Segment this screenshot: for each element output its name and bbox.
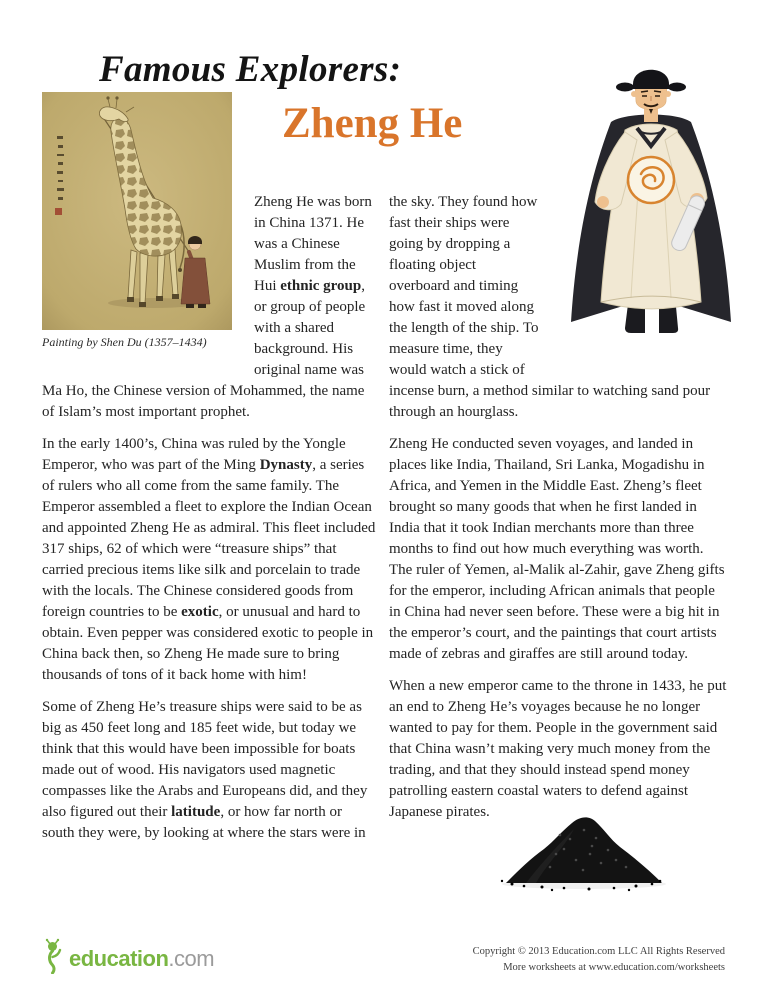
paragraph-1: Zheng He was born in China 1371. He was a Chinese Muslim from the Hui ethnic group, or group of people with a shared background. His original name was Ma Ho, the Chinese version of Mohammed, the name of Islam’s most important prophet. xyxy=(42,194,372,420)
education-logo xyxy=(40,938,214,974)
paragraph-3: Some of Zheng He’s treasure ships were said to be as big as 450 feet long and 185 feet wide, but today we think that this would have been impossible for boats made out of wood. His navigators used magnetic compasses like the Arabs and Europeans did, and they also figured out their latitude, or how far north or south they were, by looking at where the stars were in xyxy=(42,699,368,841)
paragraph-4: the sky. They found how fast their ships were going by dropping a floating object overboard and timing how fast it moved along the length of the ship. To measure time, they would watch a stick of incense burn, a method similar to watching sand pour through an hourglass. xyxy=(389,194,711,420)
pepper-pile-image xyxy=(494,794,674,892)
left-text-column xyxy=(42,192,378,855)
page-subtitle: Zheng He xyxy=(282,100,463,147)
text-wrap-spacer xyxy=(42,192,254,372)
copyright-line-2: More worksheets at www.education.com/worksheets xyxy=(503,962,725,973)
logo-suffix: .com xyxy=(168,946,215,971)
pepper-pile-figure xyxy=(494,794,674,892)
right-text-column xyxy=(389,192,727,834)
logo-word: education xyxy=(69,946,169,971)
text-wrap-spacer xyxy=(539,192,727,372)
paragraph-6: When a new emperor came to the throne in 1433, he put an end to Zheng He’s voyages because he no longer wanted to pay for them. People in the government said that China wasn’t making very much money from the trading, and that they should instead spend money patrolling eastern coastal waters to defend against Japanese pirates. xyxy=(389,678,727,820)
giraffe-caption: Painting by Shen Du (1357–1434) xyxy=(42,335,207,349)
paragraph-5: Zheng He conducted seven voyages, and landed in places like India, Thailand, Sri Lanka, Mogadishu in Africa, and Yemen in the Middle East. Zheng’s fleet brought so many goods that when he first landed in India that it took Indian merchants more than three months to find out how much everything was worth. The ruler of Yemen, al-Malik al-Zahir, gave Zheng gifts for the emperor, including African animals that people in China had never seen before. These were a big hit in the emperor’s court, and the paintings that court artists made of zebras and giraffes are still around today. xyxy=(389,436,725,662)
education-logo-icon xyxy=(40,938,66,974)
copyright-line-1: Copyright © 2013 Education.com LLC All Rights Reserved xyxy=(472,946,725,957)
paragraph-2: In the early 1400’s, China was ruled by the Yongle Emperor, who was part of the Ming Dynasty, a series of rulers who all come from the same family. The Emperor assembled a fleet to explore the Indian Ocean and appointed Zheng He as admiral. This fleet included 317 ships, 62 of which were “treasure ships” that carried precious items like silk and porcelain to trade with the locals. The Chinese considered goods from foreign countries to be exotic, or unusual and hard to obtain. Even pepper was considered exotic to people in China back then, so Zheng He made sure to bring thousands of tons of it back home with him! xyxy=(42,436,376,683)
copyright-block xyxy=(473,944,725,976)
page-title: Famous Explorers: xyxy=(99,49,402,90)
